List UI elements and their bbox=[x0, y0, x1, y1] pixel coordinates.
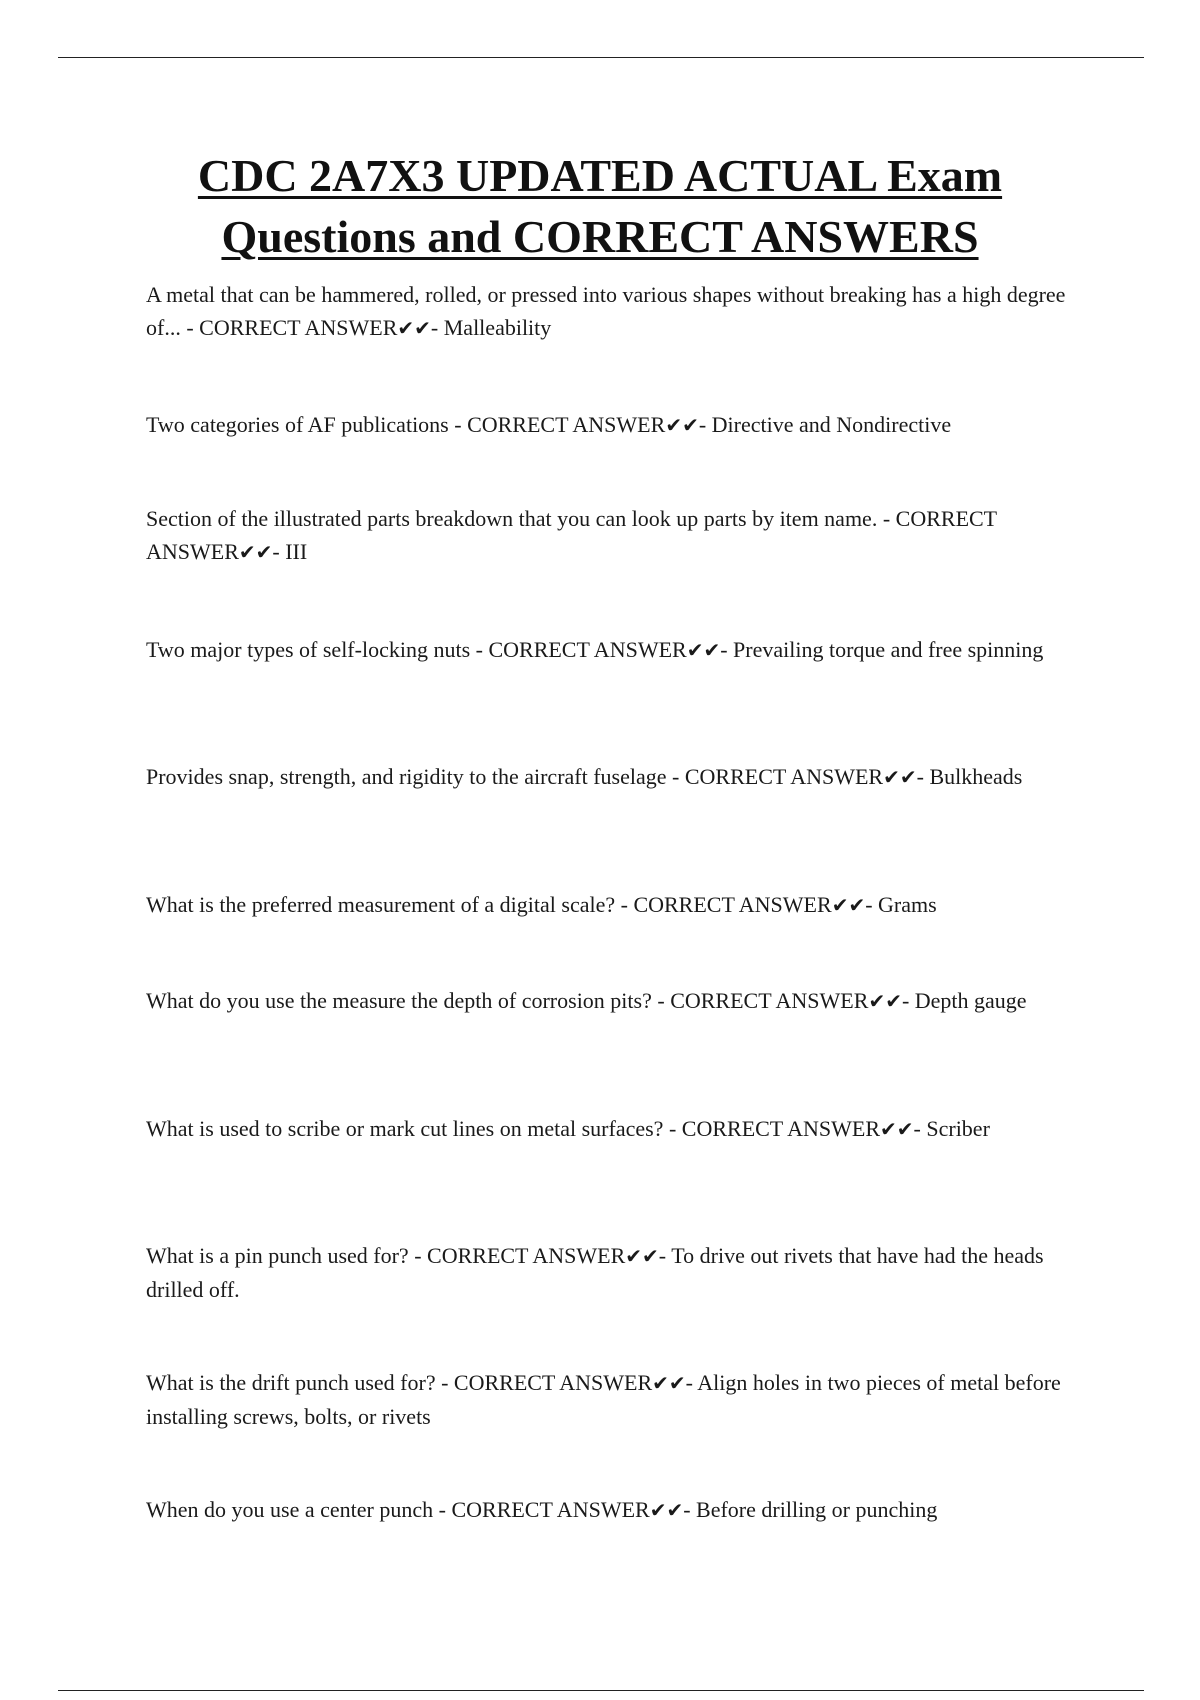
qa-item bbox=[146, 633, 1066, 667]
question-text: A metal that can be hammered, rolled, or pressed into various shapes without breaking has a high degree of... - bbox=[146, 282, 1066, 340]
answer-marker: CORRECT ANSWER bbox=[670, 988, 869, 1013]
top-divider bbox=[58, 57, 1144, 58]
answer-text: - Before drilling or punching bbox=[683, 1497, 938, 1522]
answer-marker: CORRECT ANSWER bbox=[684, 764, 884, 789]
qa-item bbox=[146, 1239, 1066, 1306]
question-text: What is the preferred measurement of a digital scale? - bbox=[146, 892, 634, 917]
qa-item bbox=[146, 502, 1066, 569]
qa-item bbox=[146, 984, 1066, 1018]
answer-text: - Directive and Nondirective bbox=[698, 412, 952, 437]
answer-marker: CORRECT ANSWER bbox=[681, 1116, 881, 1141]
answer-text: - Bulkheads bbox=[916, 764, 1023, 789]
answer-marker: CORRECT ANSWER bbox=[488, 637, 687, 662]
answer-text: - To drive out rivets that have had the heads drilled off. bbox=[146, 1243, 1044, 1302]
question-text: What do you use the measure the depth of corrosion pits? - bbox=[146, 988, 671, 1013]
check-icon: ✔✔ bbox=[868, 989, 902, 1013]
check-icon: ✔✔ bbox=[652, 1371, 686, 1395]
question-text: Section of the illustrated parts breakdown that you can look up parts by item name. - bbox=[146, 506, 896, 531]
qa-item bbox=[146, 1366, 1066, 1433]
answer-text: - Prevailing torque and free spinning bbox=[720, 637, 1044, 662]
check-icon: ✔✔ bbox=[880, 1117, 914, 1141]
qa-item bbox=[146, 760, 1066, 794]
answer-marker: CORRECT ANSWER bbox=[146, 506, 997, 564]
question-text: What is the drift punch used for? - bbox=[146, 1370, 454, 1395]
qa-item bbox=[146, 888, 1066, 922]
check-icon: ✔✔ bbox=[883, 765, 917, 789]
answer-text: - Depth gauge bbox=[901, 988, 1027, 1013]
answer-marker: CORRECT ANSWER bbox=[453, 1370, 653, 1395]
check-icon: ✔✔ bbox=[397, 316, 431, 340]
question-text: Two categories of AF publications - bbox=[146, 412, 468, 437]
answer-text: - Scriber bbox=[913, 1116, 990, 1141]
answer-text: - Align holes in two pieces of metal before installing screws, bolts, or rivets bbox=[146, 1370, 1061, 1429]
check-icon: ✔✔ bbox=[625, 1244, 659, 1268]
answer-marker: CORRECT ANSWER bbox=[633, 892, 832, 917]
answer-text: - III bbox=[272, 539, 308, 564]
document-title: CDC 2A7X3 UPDATED ACTUAL Exam Questions and CORRECT ANSWERS bbox=[197, 150, 1003, 262]
qa-item bbox=[146, 1493, 1066, 1527]
question-text: What is a pin punch used for? - bbox=[146, 1243, 428, 1268]
question-text: Provides snap, strength, and rigidity to the aircraft fuselage - bbox=[146, 764, 685, 789]
bottom-divider bbox=[58, 1690, 1144, 1691]
answer-marker: CORRECT ANSWER bbox=[467, 412, 666, 437]
check-icon: ✔✔ bbox=[665, 413, 699, 437]
answer-marker: CORRECT ANSWER bbox=[199, 315, 398, 340]
qa-item bbox=[146, 1112, 1066, 1146]
answer-marker: CORRECT ANSWER bbox=[451, 1497, 650, 1522]
question-text: What is used to scribe or mark cut lines on metal surfaces? - bbox=[146, 1116, 682, 1141]
question-text: Two major types of self-locking nuts - bbox=[146, 637, 489, 662]
check-icon: ✔✔ bbox=[649, 1498, 684, 1522]
question-text: When do you use a center punch - bbox=[146, 1497, 452, 1522]
check-icon: ✔✔ bbox=[686, 638, 721, 662]
check-icon: ✔✔ bbox=[831, 893, 866, 917]
qa-item bbox=[146, 278, 1066, 345]
check-icon: ✔✔ bbox=[238, 540, 273, 564]
answer-text: - Grams bbox=[865, 892, 937, 917]
answer-text: - Malleability bbox=[430, 315, 552, 340]
qa-item bbox=[146, 408, 1066, 442]
answer-marker: CORRECT ANSWER bbox=[427, 1243, 626, 1268]
